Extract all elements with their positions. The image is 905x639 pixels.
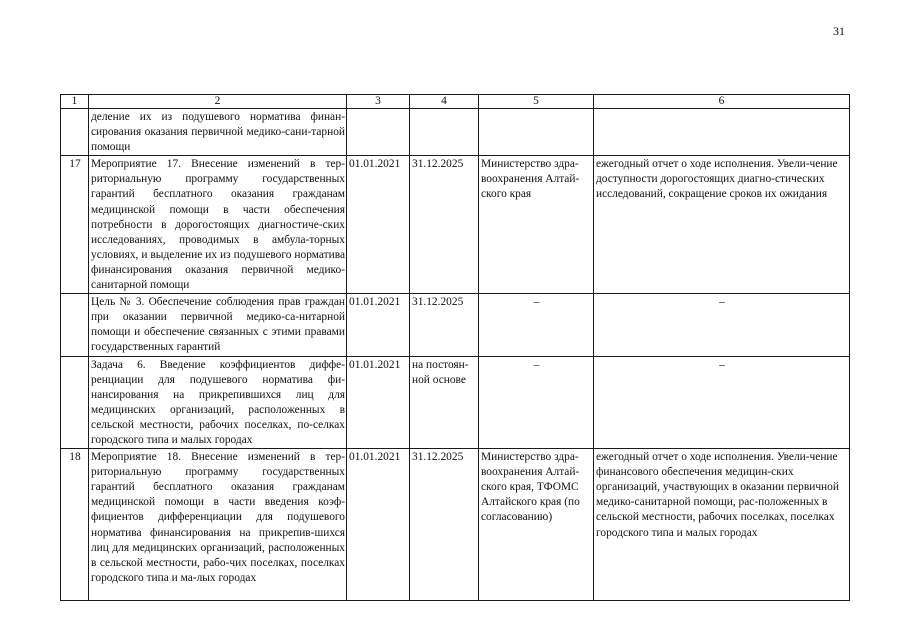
row-description: Мероприятие 17. Внесение изменений в тер-риториальную программу государственных гарантий бесплатного оказания гражданам медицинской помощи в части обеспечения потребности в дорогостоящих диагностиче-ских исследованиях, проводимых в амбула-торных условиях, и выделение их из подушевого норматива финансирования оказания первичной медико-санитарной помощи: [89, 156, 347, 294]
row-end-date: [410, 109, 479, 156]
header-col-2: 2: [89, 95, 347, 109]
page-number: 31: [833, 24, 845, 38]
row-result: –: [594, 294, 850, 356]
row-end-date: на постоян-ной основе: [410, 356, 479, 449]
header-col-6: 6: [594, 95, 850, 109]
row-description: Задача 6. Введение коэффициентов диффе-ренциации для подушевого норматива фи-нансирования на прикрепившихся лиц для медицинских организаций, расположенных в сельской местности, рабочих поселках, по-селках городского типа и малых городах: [89, 356, 347, 449]
header-col-4: 4: [410, 95, 479, 109]
header-col-5: 5: [479, 95, 594, 109]
row-description: Цель № 3. Обеспечение соблюдения прав граждан при оказании первичной медико-са-нитарной помощи и обеспечение связанных с этими правами государственных гарантий: [89, 294, 347, 356]
row-start-date: 01.01.2021: [347, 449, 410, 601]
table-row: [61, 356, 850, 449]
row-number: 18: [61, 449, 89, 601]
row-end-date: 31.12.2025: [410, 449, 479, 601]
row-result: –: [594, 356, 850, 449]
row-start-date: [347, 109, 410, 156]
row-result: ежегодный отчет о ходе исполнения. Увели-чение доступности дорогостоящих диагно-стических исследований, сокращение сроков их ожидания: [594, 156, 850, 294]
row-number: [61, 356, 89, 449]
measures-table: [60, 94, 850, 601]
row-description: деление их из подушевого норматива финан-сирования оказания первичной медико-сани-тарной помощи: [89, 109, 347, 156]
row-start-date: 01.01.2021: [347, 156, 410, 294]
table-row: [61, 156, 850, 294]
row-start-date: 01.01.2021: [347, 294, 410, 356]
row-executor: –: [479, 356, 594, 449]
row-result: [594, 109, 850, 156]
row-result: ежегодный отчет о ходе исполнения. Увели-чение финансового обеспечения медицин-ских организаций, участвующих в оказании первичной медико-санитарной помощи, рас-положенных в сельской местности, рабочих поселках, поселках городского типа и малых городах: [594, 449, 850, 601]
row-end-date: 31.12.2025: [410, 294, 479, 356]
row-executor: [479, 109, 594, 156]
table-row: [61, 449, 850, 601]
row-executor: –: [479, 294, 594, 356]
table-row: [61, 109, 850, 156]
row-number: 17: [61, 156, 89, 294]
row-start-date: 01.01.2021: [347, 356, 410, 449]
row-number: [61, 109, 89, 156]
row-executor: Министерство здра-воохранения Алтай-ского края, ТФОМС Алтайского края (по согласованию): [479, 449, 594, 601]
row-description: Мероприятие 18. Внесение изменений в тер-риториальную программу государственных гарантий бесплатного оказания гражданам медицинской помощи в части введения коэф-фициентов дифференциации для подушевого норматива финансирования на прикрепив-шихся лиц для медицинских организаций, расположенных в сельской местности, рабо-чих поселках, поселках городского типа и ма-лых городах: [89, 449, 347, 601]
header-col-3: 3: [347, 95, 410, 109]
row-end-date: 31.12.2025: [410, 156, 479, 294]
row-number: [61, 294, 89, 356]
header-col-1: 1: [61, 95, 89, 109]
header-row: [61, 95, 850, 109]
row-executor: Министерство здра-воохранения Алтай-ского края: [479, 156, 594, 294]
table-row: [61, 294, 850, 356]
